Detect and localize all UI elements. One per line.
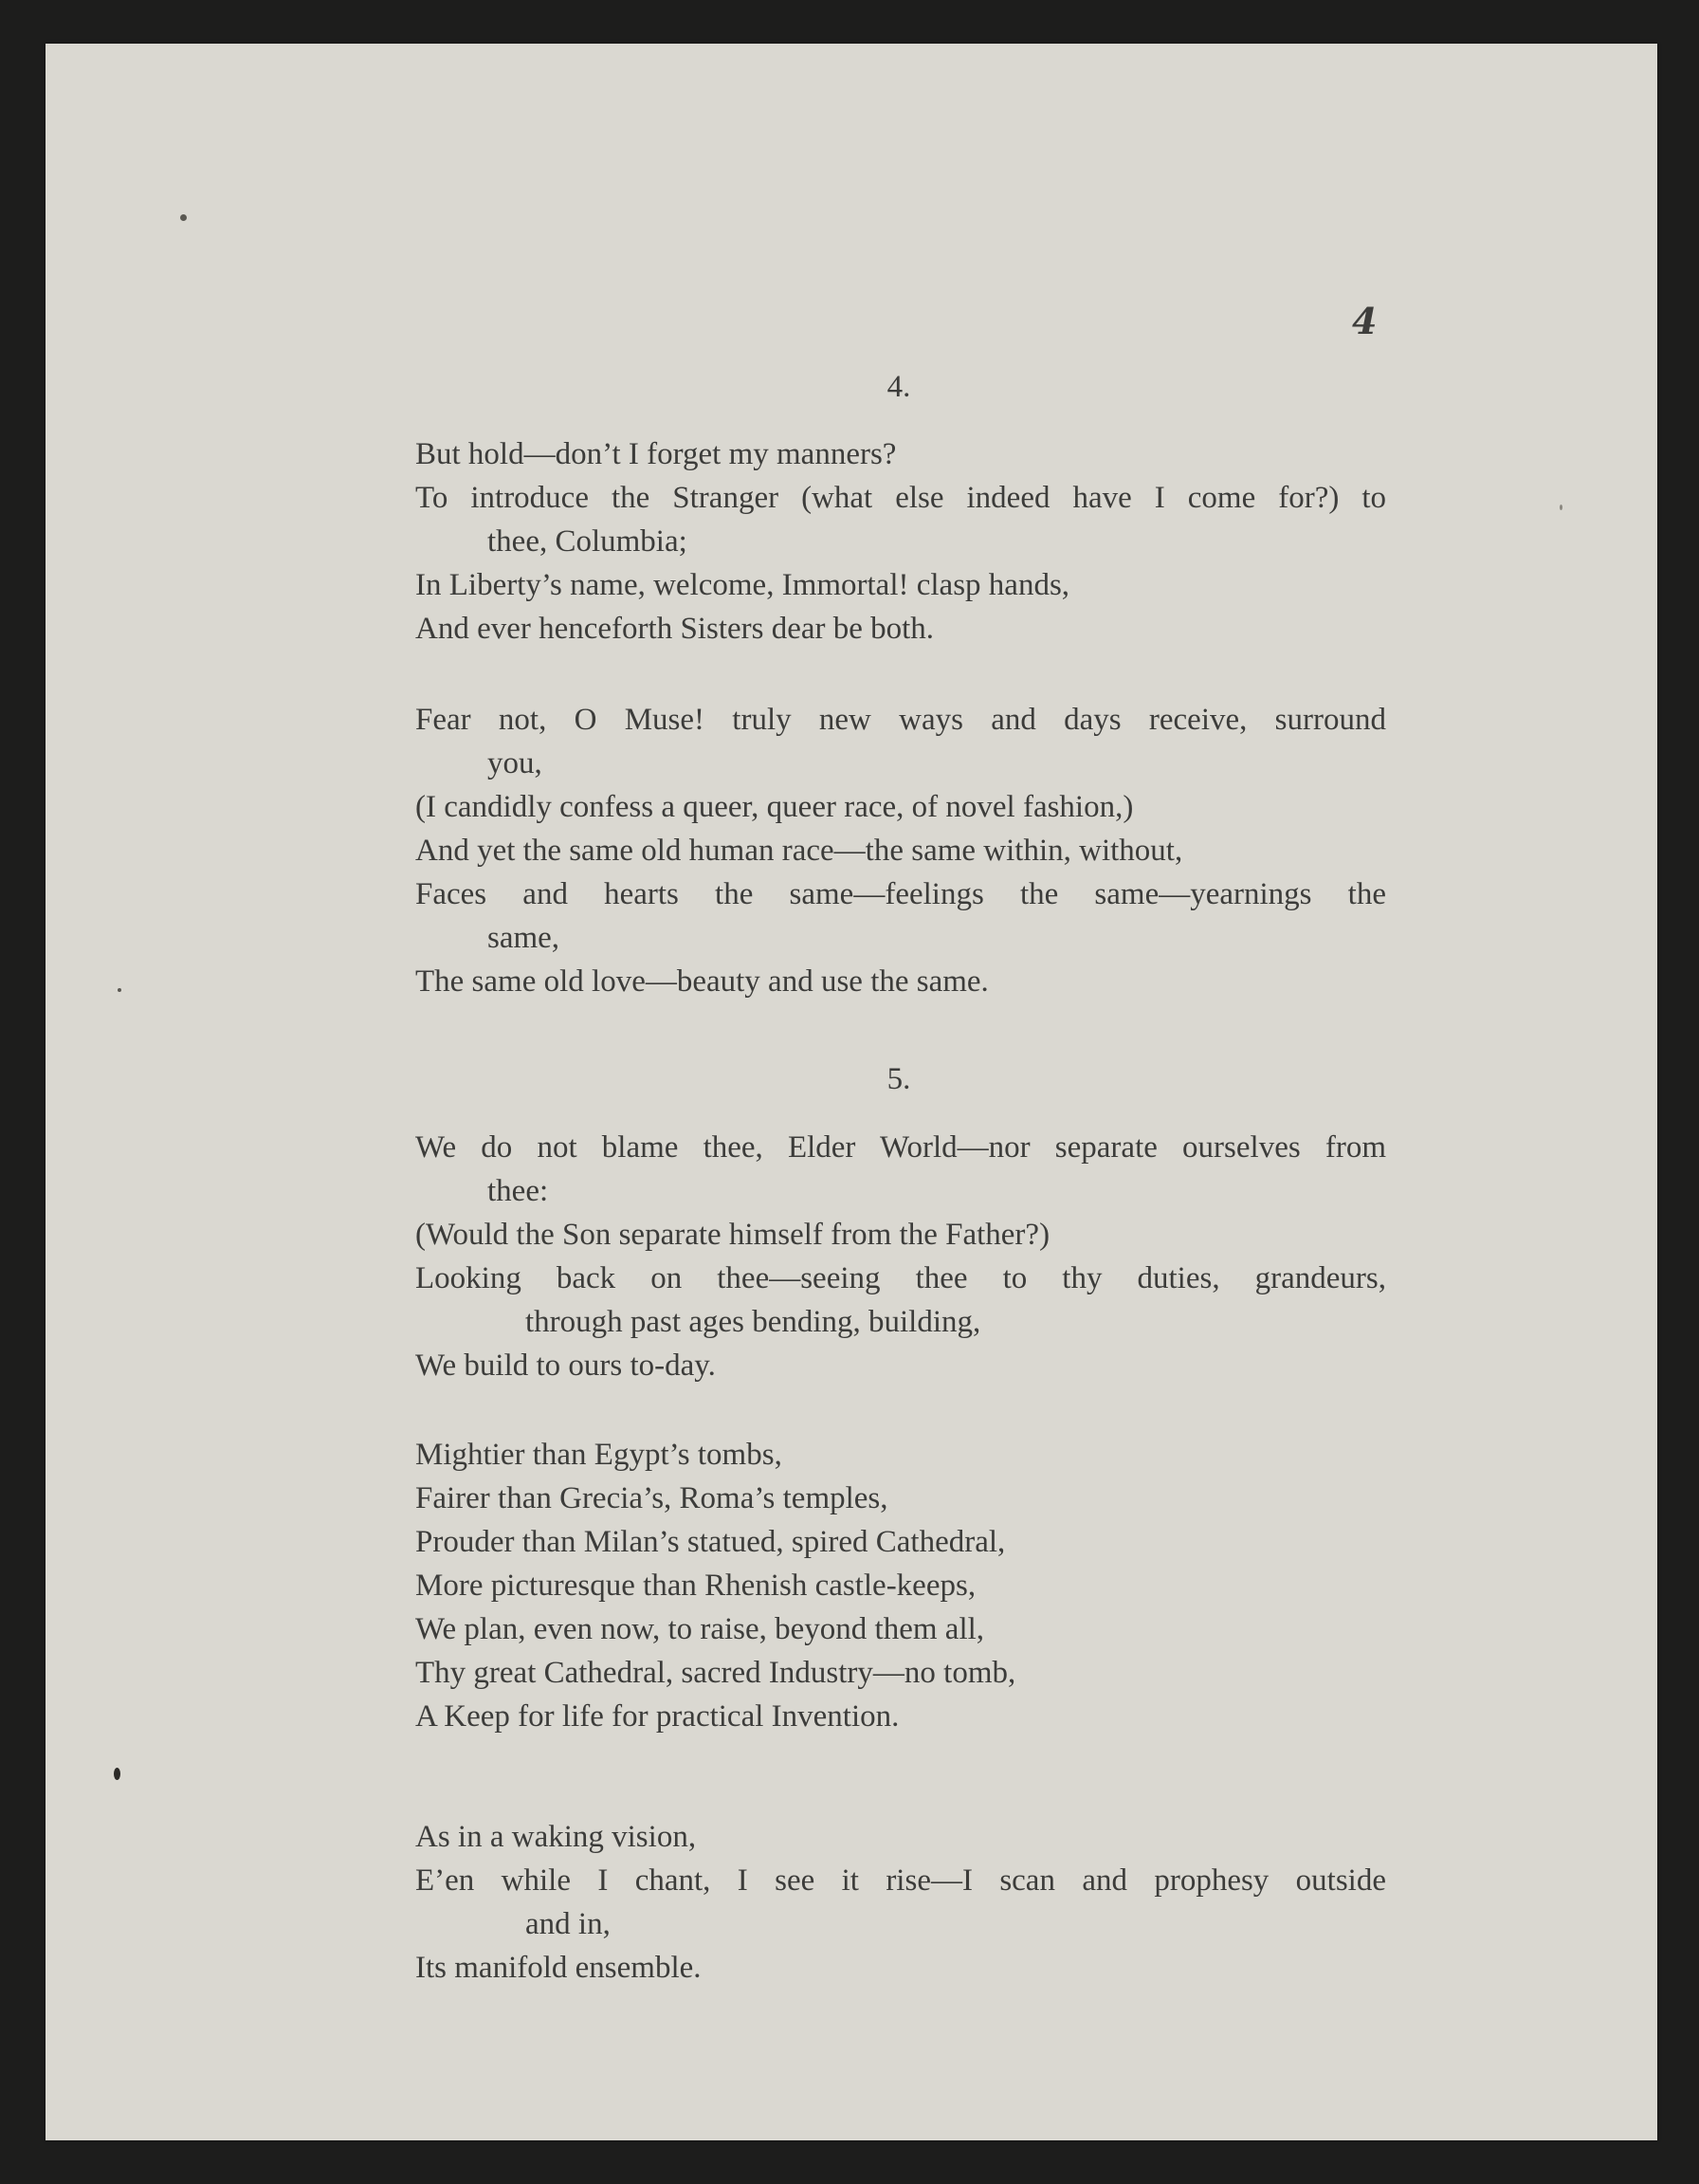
verse-line: As in a waking vision, bbox=[415, 1820, 697, 1854]
section-4-stanza-2 bbox=[415, 698, 1386, 1003]
verse-line: Faces and hearts the same—feelings the same—yearnings the bbox=[415, 877, 1386, 911]
verse-line: Mightier than Egypt’s tombs, bbox=[415, 1438, 782, 1472]
document-page bbox=[46, 44, 1657, 2140]
verse-line: We plan, even now, to raise, beyond them all, bbox=[415, 1612, 985, 1646]
verse-line: (Would the Son separate himself from the Father?) bbox=[415, 1218, 1050, 1252]
verse-line-continuation: through past ages bending, building, bbox=[525, 1305, 981, 1339]
paper-speck bbox=[114, 1768, 120, 1780]
section-number-5: 5. bbox=[886, 1062, 911, 1096]
paper-speck bbox=[1560, 505, 1562, 510]
section-5-stanza-3 bbox=[415, 1815, 1386, 1990]
verse-line: E’en while I chant, I see it rise—I scan and prophesy outside bbox=[415, 1863, 1386, 1898]
paper-speck bbox=[118, 988, 121, 992]
verse-line-continuation: thee: bbox=[487, 1174, 549, 1208]
verse-line: We build to ours to-day. bbox=[415, 1349, 716, 1383]
verse-line-continuation: and in, bbox=[525, 1907, 611, 1941]
verse-line: The same old love—beauty and use the same. bbox=[415, 964, 989, 999]
verse-line: A Keep for life for practical Invention. bbox=[415, 1699, 900, 1734]
section-5-stanza-1 bbox=[415, 1126, 1386, 1387]
verse-line: Thy great Cathedral, sacred Industry—no tomb, bbox=[415, 1656, 1016, 1690]
verse-line-continuation: thee, Columbia; bbox=[487, 524, 687, 559]
verse-line: We do not blame thee, Elder World—nor separate ourselves from bbox=[415, 1130, 1386, 1165]
verse-line-continuation: same, bbox=[487, 921, 560, 955]
verse-line: And yet the same old human race—the same within, without, bbox=[415, 834, 1183, 868]
section-4-stanza-1 bbox=[415, 432, 1386, 651]
page-number: 4 bbox=[1352, 300, 1378, 342]
verse-line: Its manifold ensemble. bbox=[415, 1951, 702, 1985]
paper-speck bbox=[180, 214, 187, 221]
verse-line: Fear not, O Muse! truly new ways and days receive, surround bbox=[415, 703, 1386, 737]
verse-line-continuation: you, bbox=[487, 746, 542, 780]
verse-line: (I candidly confess a queer, queer race, of novel fashion,) bbox=[415, 790, 1134, 824]
verse-line: Fairer than Grecia’s, Roma’s temples, bbox=[415, 1481, 888, 1515]
verse-line: But hold—don’t I forget my manners? bbox=[415, 437, 897, 471]
verse-line: Looking back on thee—seeing thee to thy duties, grandeurs, bbox=[415, 1261, 1386, 1295]
verse-line: And ever henceforth Sisters dear be both. bbox=[415, 612, 935, 646]
section-5-stanza-2 bbox=[415, 1433, 1386, 1738]
verse-line: Prouder than Milan’s statued, spired Cathedral, bbox=[415, 1525, 1006, 1559]
verse-line: More picturesque than Rhenish castle-keeps, bbox=[415, 1569, 977, 1603]
section-number-4: 4. bbox=[886, 370, 911, 404]
verse-line: In Liberty’s name, welcome, Immortal! clasp hands, bbox=[415, 568, 1070, 602]
verse-line: To introduce the Stranger (what else indeed have I come for?) to bbox=[415, 481, 1386, 515]
